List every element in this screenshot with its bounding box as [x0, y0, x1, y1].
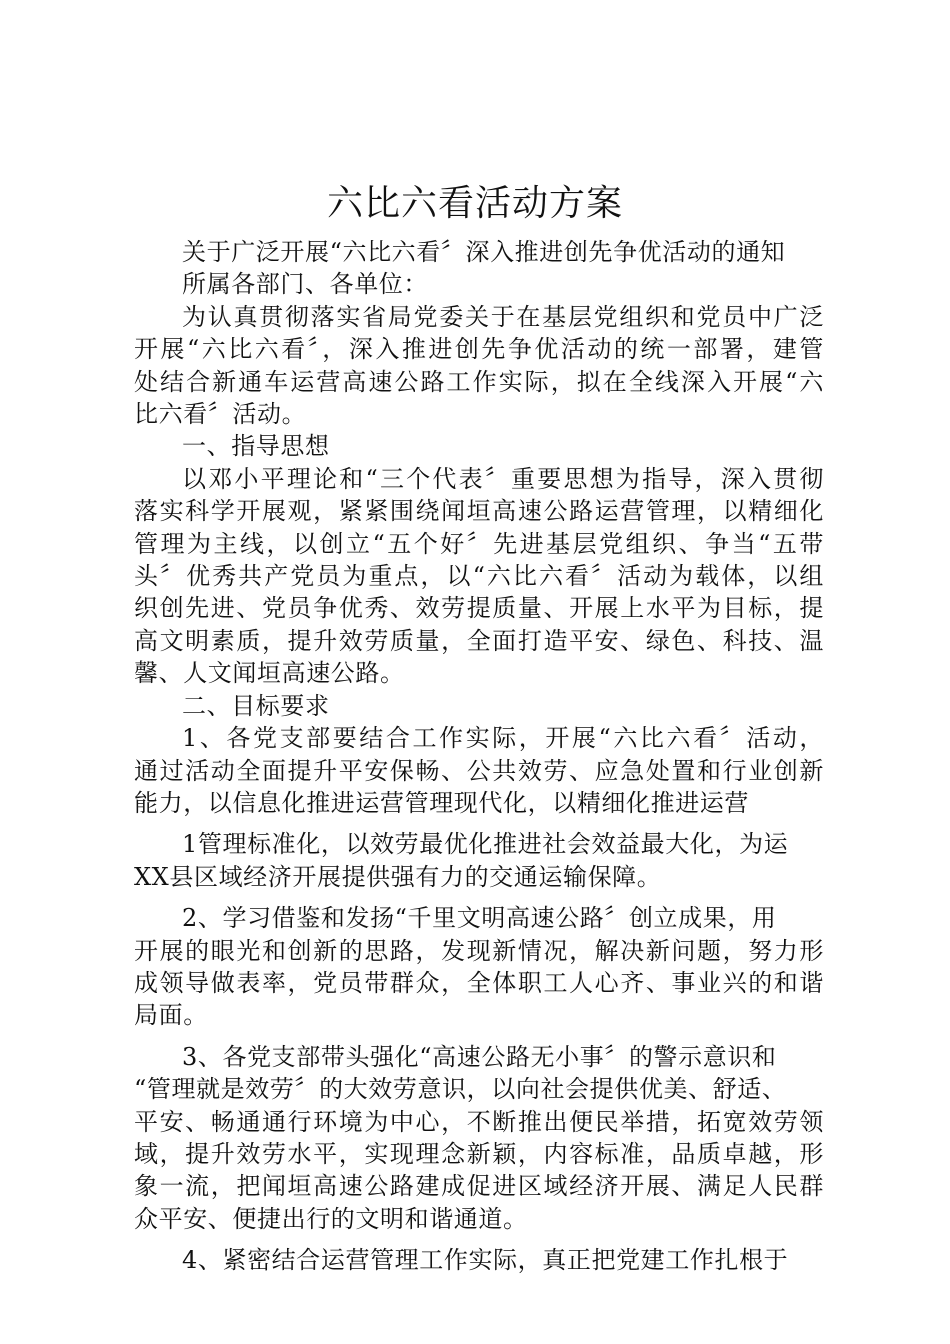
goal-1-line: 1、各党支部要结合工作实际，开展“六比六看〞活动，	[182, 724, 824, 753]
intro-line: 开展“六比六看〞，深入推进创先争优活动的统一部署，建管	[134, 335, 824, 364]
guiding-thought-line: 馨、人文闻垣高速公路。	[134, 659, 405, 688]
goal-2-line: 2、学习借鉴和发扬“千里文明高速公路〞创立成果，用	[182, 904, 777, 933]
guiding-thought-line: 织创先进、党员争优秀、效劳提质量、开展上水平为目标，提	[134, 594, 824, 623]
intro-line: 比六看〞活动。	[134, 400, 307, 429]
notice-heading: 关于广泛开展“六比六看〞深入推进创先争优活动的通知	[182, 238, 786, 266]
intro-line: 为认真贯彻落实省局党委关于在基层党组织和党员中广泛	[182, 302, 824, 331]
goal-1-line: 能力，以信息化推进运营管理现代化，以精细化推进运营	[134, 788, 749, 817]
addressee: 所属各部门、各单位：	[182, 270, 428, 299]
goal-1-line: 通过活动全面提升平安保畅、公共效劳、应急处置和行业创新	[134, 756, 824, 785]
goal-2-line: 开展的眼光和创新的思路，发现新情况，解决新问题，努力形	[134, 936, 824, 965]
goal-3-line: 3、各党支部带头强化“高速公路无小事〞的警示意识和	[182, 1042, 777, 1071]
goal-3-line: 象一流，把闻垣高速公路建成促进区域经济开展、满足人民群	[134, 1172, 824, 1201]
guiding-thought-line: 高文明素质，提升效劳质量，全面打造平安、绿色、科技、温	[134, 626, 824, 655]
intro-line: 处结合新通车运营高速公路工作实际，拟在全线深入开展“六	[134, 367, 824, 396]
goal-3-line: “管理就是效劳〞的大效劳意识，以向社会提供优美、舒适、	[134, 1075, 787, 1104]
goal-2-line: 成领导做表率，党员带群众，全体职工人心齐、事业兴的和谐	[134, 968, 824, 997]
goal-3-line: 平安、畅通通行环境为中心，不断推出便民举措，拓宽效劳领	[134, 1107, 824, 1136]
goal-1-line: XX县区域经济开展提供强有力的交通运输保障。	[134, 862, 662, 891]
section-heading-guiding-thought: 一、指导思想	[182, 432, 330, 461]
guiding-thought-line: 以邓小平理论和“三个代表〞重要思想为指导，深入贯彻	[182, 464, 824, 493]
goal-3-line: 域，提升效劳水平，实现理念新颖，内容标准，品质卓越，形	[134, 1139, 824, 1168]
goal-3-line: 众平安、便捷出行的文明和谐通道。	[134, 1204, 528, 1233]
goal-1-line: 1管理标准化，以效劳最优化推进社会效益最大化，为运	[182, 830, 789, 859]
document-body	[134, 236, 824, 1277]
goal-4-line: 4、紧密结合运营管理工作实际，真正把党建工作扎根于	[182, 1246, 789, 1275]
document-title: 六比六看活动方案	[326, 183, 623, 224]
guiding-thought-line: 头〞优秀共产党员为重点，以“六比六看〞活动为载体，以组	[134, 562, 824, 591]
goal-2-line: 局面。	[134, 1001, 208, 1030]
guiding-thought-line: 管理为主线，以创立“五个好〞先进基层党组织、争当“五带	[134, 529, 824, 558]
section-heading-goals: 二、目标要求	[182, 691, 330, 720]
guiding-thought-line: 落实科学开展观，紧紧围绕闻垣高速公路运营管理，以精细化	[134, 497, 824, 526]
